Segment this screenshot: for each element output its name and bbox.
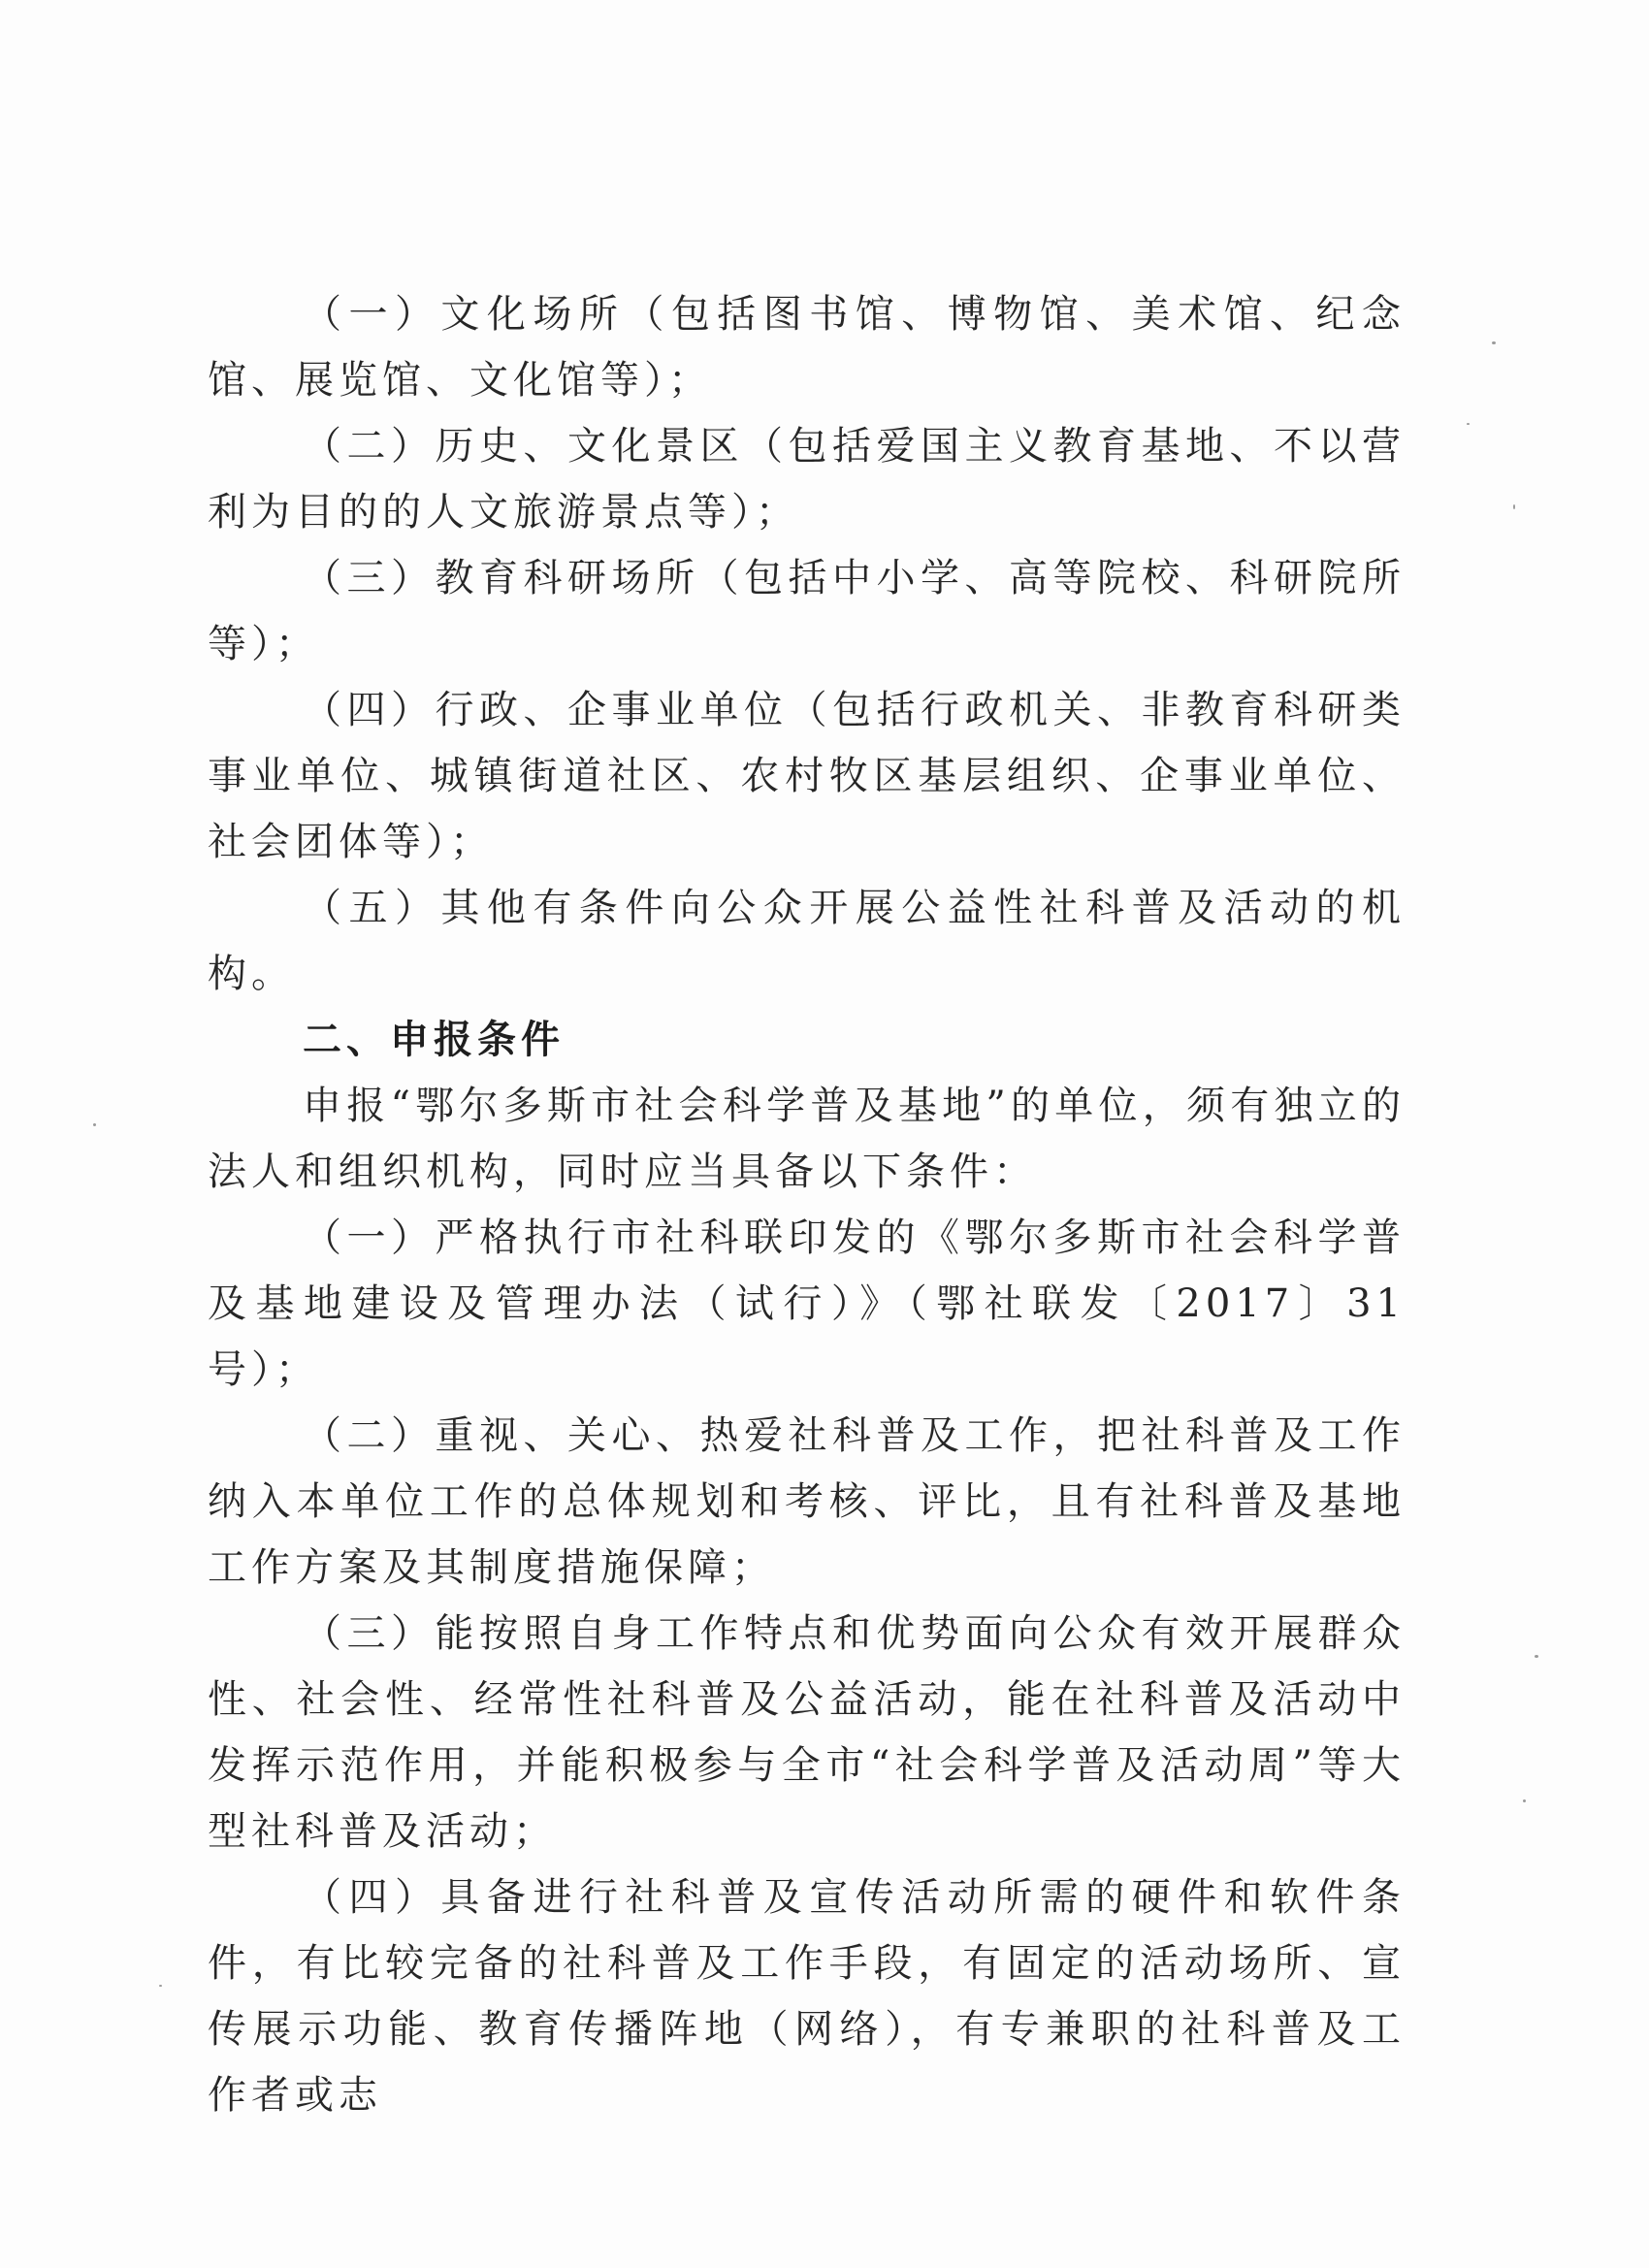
- paragraph-application-intro: 申报“鄂尔多斯市社会科学普及基地”的单位，须有独立的法人和组织机构，同时应当具备以下条件：: [208, 1084, 1406, 1194]
- scan-speck: [1513, 504, 1515, 509]
- paragraph-admin-units: （四）行政、企事业单位（包括行政机关、非教育科研类事业单位、城镇街道社区、农村牧区基层组织、企事业单位、社会团体等）；: [208, 688, 1406, 864]
- section-heading-conditions: 二、申报条件: [303, 1018, 565, 1062]
- paragraph-culture-venues: （一）文化场所（包括图书馆、博物馆、美术馆、纪念馆、展览馆、文化馆等）；: [208, 292, 1406, 403]
- scan-speck: [1535, 1655, 1538, 1658]
- paragraph-condition-one: （一）严格执行市社科联印发的《鄂尔多斯市社会科学普及基地建设及管理办法（试行）》（鄂社联发〔2017〕31号）；: [208, 1215, 1406, 1392]
- paragraph-education-research: （三）教育科研场所（包括中小学、高等院校、科研院所等）；: [208, 556, 1406, 666]
- paragraph-other-institutions: （五）其他有条件向公众开展公益性社科普及活动的机构。: [208, 886, 1406, 996]
- scan-speck: [93, 1123, 96, 1126]
- paragraph-condition-four: （四）具备进行社科普及宣传活动所需的硬件和软件条件，有比较完备的社科普及工作手段，有固定的活动场所、宣传展示功能、教育传播阵地（网络），有专兼职的社科普及工作者或志: [208, 1875, 1406, 2118]
- document-body: [208, 281, 1406, 2118]
- paragraph-condition-three: （三）能按照自身工作特点和优势面向公众有效开展群众性、社会性、经常性社科普及公益活动，能在社科普及活动中发挥示范作用，并能积极参与全市“社会科学普及活动周”等大型社科普及活动；: [208, 1611, 1406, 1854]
- paragraph-condition-two: （二）重视、关心、热爱社科普及工作，把社科普及工作纳入本单位工作的总体规划和考核、评比，且有社科普及基地工作方案及其制度措施保障；: [208, 1413, 1406, 1590]
- scan-speck: [1523, 1799, 1526, 1802]
- scan-speck: [1467, 423, 1470, 425]
- scan-speck: [159, 1985, 162, 1987]
- paragraph-history-scenic: （二）历史、文化景区（包括爱国主义教育基地、不以营利为目的的人文旅游景点等）；: [208, 424, 1406, 535]
- scan-speck: [1492, 341, 1496, 344]
